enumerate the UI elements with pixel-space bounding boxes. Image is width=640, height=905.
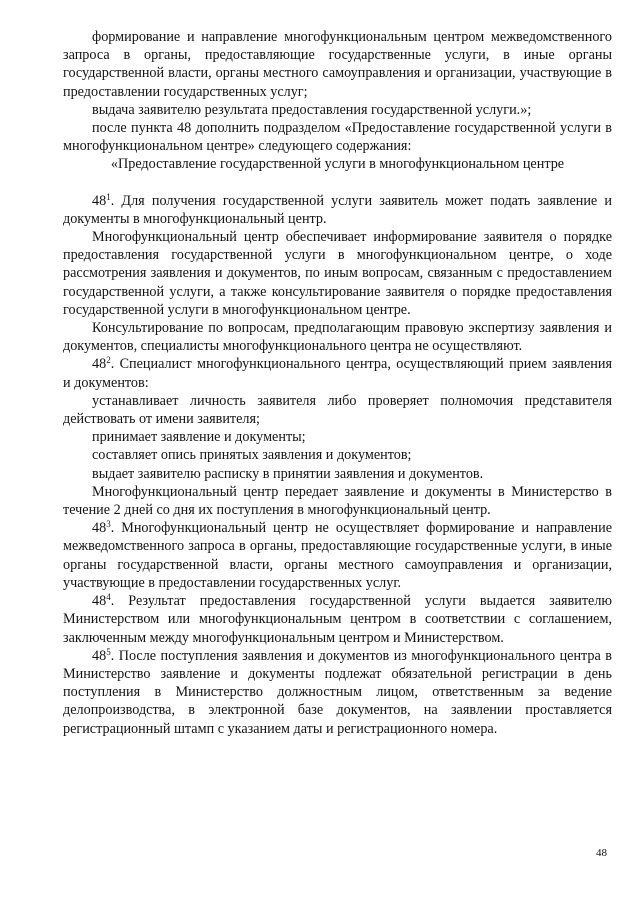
section-heading: «Предоставление государственной услуги в многофункциональном центре <box>110 156 565 173</box>
clause-text: . После поступления заявления и документов из многофункционального центра в Министерство заявление и документы подлежат обязательной регистрации в день поступления в Министерство должностным лицом, ответственным за ведение делопроизводства, в электронной базе документов, на заявлении проставляется регистрационный штамп с указанием даты и регистрационного номера. <box>63 647 612 737</box>
clause-number: 48 <box>92 520 107 537</box>
clause-number: 48 <box>92 356 107 373</box>
paragraph-mfc-request: формирование и направление многофункциональным центром межведомственного запроса в органы, предоставляющие государственные услуги, в иные органы государственной власти, органы местного самоуправления и организации, участвующие в предоставлении государственных услуг; <box>63 29 612 100</box>
page-number: 48 <box>596 847 607 859</box>
paragraph-amendment-intro: после пункта 48 дополнить подразделом «Предоставление государственной услуги в многофункциональном центре» следующего содержания: <box>63 120 612 155</box>
clause-superscript: 4 <box>106 592 111 603</box>
clause-48-3 <box>63 519 612 592</box>
clause-number: 48 <box>92 593 107 610</box>
clause-number: 48 <box>92 192 107 209</box>
clause-text: . Многофункциональный центр не осуществляет формирование и направление межведомственного запроса в органы, предоставляющие государственные услуги, в иные органы государственной власти, органы местного самоуправления и организации, участвующие в предоставлении государственных услуг. <box>63 520 612 591</box>
clause-48-4 <box>63 592 612 647</box>
clause-superscript: 5 <box>106 646 111 657</box>
document-body <box>63 28 612 738</box>
clause-48-5 <box>63 647 612 738</box>
clause-text: . Специалист многофункционального центра, осуществляющий прием заявления и документов: <box>63 356 612 391</box>
list-item-accept: принимает заявление и документы; <box>92 429 306 446</box>
clause-superscript: 3 <box>106 519 111 530</box>
paragraph-transfer: Многофункциональный центр передает заявление и документы в Министерство в течение 2 дней со дня их поступления в многофункциональный центр. <box>63 483 612 519</box>
list-item-receipt: выдает заявителю расписку в принятии заявления и документов. <box>92 465 484 482</box>
clause-48-2 <box>63 355 612 391</box>
paragraph-consulting: Консультирование по вопросам, предполагающим правовую экспертизу заявления и документов, специалисты многофункционального центра не осуществляют. <box>63 320 612 355</box>
list-item-inventory: составляет опись принятых заявления и документов; <box>92 447 412 464</box>
clause-superscript: 2 <box>106 355 111 366</box>
clause-superscript: 1 <box>106 191 111 202</box>
list-item-identify: устанавливает личность заявителя либо проверяет полномочия представителя действовать от имени заявителя; <box>63 392 612 428</box>
paragraph-result-issue: выдача заявителю результата предоставления государственной услуги.»; <box>92 101 532 118</box>
paragraph-mfc-informing: Многофункциональный центр обеспечивает информирование заявителя о порядке предоставления государственной услуги в многофункциональном центре, о ходе рассмотрения заявления и документов, по иным вопросам, связанным с предоставлением государственной услуги, а также консультирование заявителя о порядке предоставления государственной услуги в многофункциональном центре. <box>63 229 612 318</box>
clause-number: 48 <box>92 647 107 664</box>
clause-text: . Для получения государственной услуги заявитель может подать заявление и документы в многофункциональный центр. <box>63 192 612 227</box>
clause-48-1 <box>63 192 612 228</box>
spacer <box>63 174 612 192</box>
clause-text: . Результат предоставления государственной услуги выдается заявителю Министерством или многофункциональным центром в соответствии с соглашением, заключенным между многофункциональным центром и Министерством. <box>63 593 612 646</box>
